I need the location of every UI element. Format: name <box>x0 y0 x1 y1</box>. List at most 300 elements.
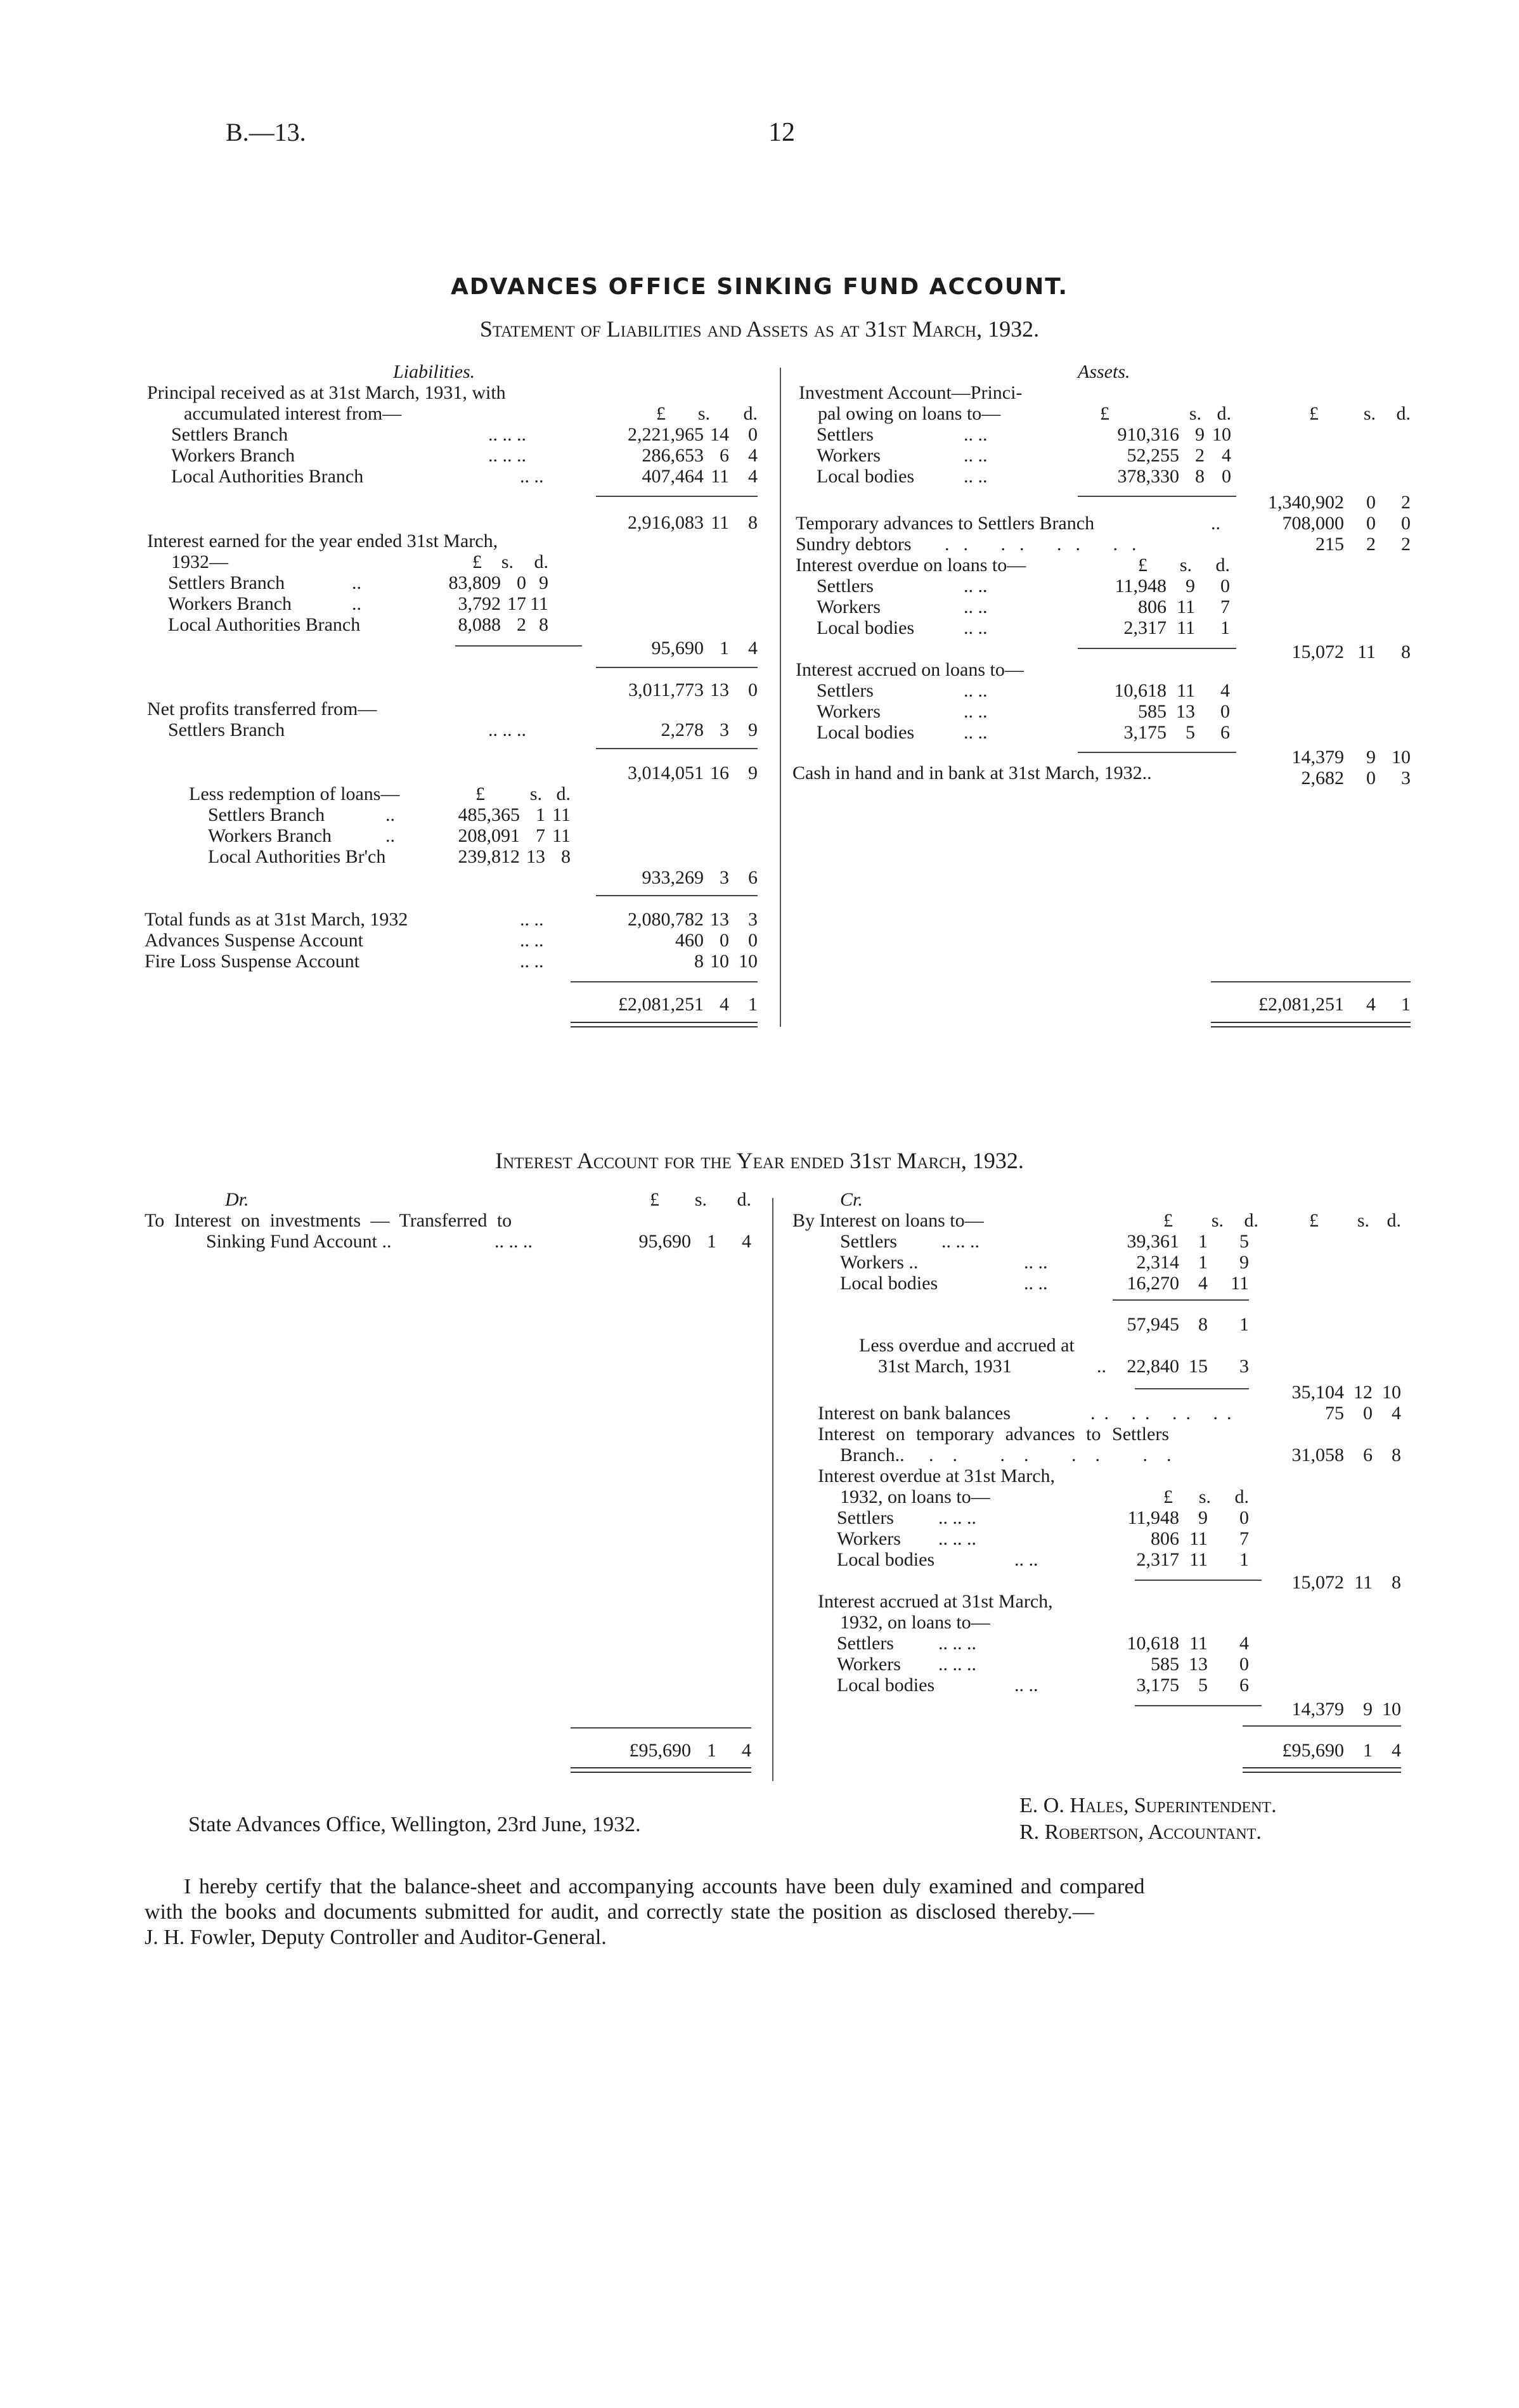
leader-dots: .. .. .. .. <box>1090 1403 1241 1424</box>
pounds-value: £2,081,251 <box>1258 994 1344 1015</box>
shillings-value: 1 <box>707 1231 716 1252</box>
pence-value: 1 <box>1220 617 1230 638</box>
row-label: Settlers <box>837 1507 894 1528</box>
pence-value: 0 <box>1401 513 1411 534</box>
pounds-value: 3,792 <box>458 593 501 614</box>
pounds-value: 2,682 <box>1301 768 1344 789</box>
pence-value: 9 <box>1239 1252 1249 1273</box>
leader-dots: .. .. <box>520 930 544 951</box>
leader-dots: .. .. <box>964 680 988 701</box>
pence-value: 11 <box>530 593 548 614</box>
row-label: Settlers <box>840 1231 897 1252</box>
pounds-value: 2,080,782 <box>628 909 704 930</box>
leader-dots: .. .. .. <box>938 1528 976 1549</box>
leader-dots: .. .. <box>1024 1273 1048 1294</box>
shillings-value: 8 <box>1195 466 1205 487</box>
row-label: Interest on bank balances <box>818 1403 1011 1424</box>
leader-dots: .. <box>352 572 361 593</box>
pounds-value: £95,690 <box>1282 1740 1344 1761</box>
leader-dots: .. .. <box>964 466 988 487</box>
pound-header: £ <box>650 1189 659 1210</box>
pounds-value: 1,340,902 <box>1268 492 1344 513</box>
shilling-header: s. <box>529 783 542 804</box>
shillings-value: 6 <box>1363 1445 1373 1465</box>
interest-earned-label: Interest earned for the year ended 31st March, <box>147 531 498 551</box>
double-rule <box>1243 1767 1401 1773</box>
row-label: Workers Branch <box>171 445 295 466</box>
pounds-value: 11,948 <box>1127 1507 1179 1528</box>
pounds-value: 910,316 <box>1117 424 1179 445</box>
subtotal-rule <box>1113 1299 1249 1301</box>
pence-value: 6 <box>748 867 758 888</box>
pounds-value: 3,014,051 <box>628 763 704 783</box>
office-date-line: State Advances Office, Wellington, 23rd June, 1932. <box>188 1813 641 1836</box>
leader-dots: .. .. .. .. <box>929 1445 1191 1465</box>
pence-value: 11 <box>552 825 571 846</box>
leader-dots: .. .. <box>964 596 988 617</box>
pence-value: 10 <box>1382 1382 1401 1403</box>
pounds-value: 2,317 <box>1123 617 1167 638</box>
leader-dots: .. .. <box>964 576 988 596</box>
leader-dots: .. .. <box>964 722 988 743</box>
shillings-value: 11 <box>1177 596 1195 617</box>
subtotal-rule <box>1078 752 1236 753</box>
credit-heading: Cr. <box>840 1189 863 1210</box>
certificate-line-3: J. H. Fowler, Deputy Controller and Auditor-General. <box>145 1926 607 1949</box>
pounds-value: 460 <box>675 930 704 951</box>
pounds-value: 485,365 <box>458 804 520 825</box>
pence-header: d. <box>1234 1486 1249 1507</box>
shillings-value: 0 <box>517 572 526 593</box>
row-label: Workers <box>817 445 881 466</box>
subtotal-rule <box>596 667 758 668</box>
shillings-value: 9 <box>1366 747 1376 768</box>
shillings-value: 2 <box>1195 445 1205 466</box>
row-label: Settlers Branch <box>168 572 285 593</box>
debit-item-label: To Interest on investments — Transferred to <box>145 1210 512 1231</box>
sinking-fund-subtitle: Statement of Liabilities and Assets as at 31st March, 1932. <box>479 316 1040 342</box>
column-divider <box>780 368 781 1027</box>
row-label: Local Authorities Branch <box>171 466 364 487</box>
shillings-value: 11 <box>1189 1528 1208 1549</box>
pence-value: 0 <box>1239 1654 1249 1675</box>
pence-value: 10 <box>739 951 758 972</box>
pence-header: d. <box>556 783 571 804</box>
signature-superintendent: E. O. Hales, Superintendent. <box>1019 1794 1277 1817</box>
leader-dots: .. .. <box>520 909 544 930</box>
pounds-value: 2,314 <box>1136 1252 1179 1273</box>
pounds-value: 585 <box>1138 701 1167 722</box>
pence-header: d. <box>1244 1210 1258 1231</box>
row-label: Settlers <box>817 424 874 445</box>
shilling-header: s. <box>1189 403 1201 424</box>
shillings-value: 5 <box>1186 722 1195 743</box>
debit-heading: Dr. <box>225 1189 249 1210</box>
page-reference: B.—13. <box>226 118 306 146</box>
pence-value: 4 <box>742 1231 751 1252</box>
row-label: Workers Branch <box>208 825 332 846</box>
leader-dots: .. .. .. <box>938 1654 976 1675</box>
row-label: Local bodies <box>817 722 915 743</box>
pence-header: d. <box>1386 1210 1401 1231</box>
subtotal-rule <box>455 645 582 647</box>
shillings-value: 11 <box>1354 1572 1373 1593</box>
pence-value: 10 <box>1392 747 1411 768</box>
pounds-value: 407,464 <box>642 466 704 487</box>
pounds-value: 95,690 <box>638 1231 691 1252</box>
pound-header: £ <box>472 551 482 572</box>
pounds-value: 8 <box>694 951 704 972</box>
shillings-value: 9 <box>1363 1699 1373 1720</box>
shillings-value: 10 <box>710 951 729 972</box>
shillings-value: 0 <box>1366 768 1376 789</box>
pence-value: 4 <box>748 445 758 466</box>
interest-accrued-label: Interest accrued on loans to— <box>796 659 1024 680</box>
pence-header: d. <box>534 551 548 572</box>
pence-value: 4 <box>1392 1403 1401 1424</box>
row-label: Local bodies <box>837 1549 935 1570</box>
shillings-value: 5 <box>1198 1675 1208 1696</box>
leader-dots: .. .. <box>964 701 988 722</box>
shillings-value: 0 <box>720 930 729 951</box>
pounds-value: £2,081,251 <box>618 994 704 1015</box>
shillings-value: 1 <box>720 638 729 659</box>
pounds-value: 2,916,083 <box>628 512 704 533</box>
shillings-value: 13 <box>526 846 545 867</box>
double-rule <box>1211 1022 1411 1027</box>
shillings-value: 7 <box>536 825 545 846</box>
shillings-value: 1 <box>1198 1252 1208 1273</box>
pounds-value: 10,618 <box>1127 1633 1179 1654</box>
leader-dots: .. .. .. <box>494 1231 533 1252</box>
pence-value: 4 <box>1222 445 1231 466</box>
pounds-value: 215 <box>1315 534 1344 555</box>
shillings-value: 13 <box>710 909 729 930</box>
pence-value: 8 <box>539 614 548 635</box>
sinking-fund-title: ADVANCES OFFICE SINKING FUND ACCOUNT. <box>450 274 1069 300</box>
leader-dots: .. .. .. <box>488 445 526 466</box>
leader-dots: .. <box>1211 513 1220 534</box>
pence-value: 9 <box>539 572 548 593</box>
pence-value: 0 <box>748 424 758 445</box>
pound-header: £ <box>656 403 666 424</box>
pound-header: £ <box>1309 403 1319 424</box>
shilling-header: s. <box>1363 403 1376 424</box>
pence-header: d. <box>1217 403 1231 424</box>
column-divider <box>772 1198 773 1781</box>
shillings-value: 16 <box>710 763 729 783</box>
pounds-value: 39,361 <box>1127 1231 1179 1252</box>
row-label: Workers <box>837 1528 901 1549</box>
pence-value: 11 <box>552 804 571 825</box>
total-rule <box>571 1727 751 1729</box>
shilling-header: s. <box>697 403 710 424</box>
pence-value: 3 <box>748 909 758 930</box>
pence-value: 4 <box>1239 1633 1249 1654</box>
subtotal-rule <box>1135 1388 1249 1389</box>
shillings-value: 2 <box>1366 534 1376 555</box>
subtotal-rule <box>596 496 758 497</box>
pence-header: d. <box>1215 555 1230 576</box>
row-label: Fire Loss Suspense Account <box>145 951 360 972</box>
pounds-value: 378,330 <box>1117 466 1179 487</box>
shillings-value: 4 <box>720 994 729 1015</box>
shillings-value: 1 <box>1198 1231 1208 1252</box>
pounds-value: 31,058 <box>1291 1445 1344 1465</box>
principal-label-cont: accumulated interest from— <box>184 403 402 424</box>
row-label: Workers <box>817 596 881 617</box>
principal-label: Principal received as at 31st March, 1931, with <box>147 382 506 403</box>
leader-dots: .. .. <box>964 445 988 466</box>
pound-header: £ <box>475 783 485 804</box>
shillings-value: 3 <box>720 719 729 740</box>
shillings-value: 12 <box>1354 1382 1373 1403</box>
shillings-value: 0 <box>1366 492 1376 513</box>
pounds-value: 2,317 <box>1136 1549 1179 1570</box>
row-label: Workers <box>817 701 881 722</box>
row-label: Settlers Branch <box>171 424 288 445</box>
pence-value: 8 <box>1392 1572 1401 1593</box>
subtotal-rule <box>596 748 758 749</box>
leader-dots: .. .. .. <box>938 1507 976 1528</box>
pence-value: 0 <box>748 679 758 700</box>
shillings-value: 11 <box>1177 617 1195 638</box>
row-label: Cash in hand and in bank at 31st March, 1932.. <box>792 763 1152 783</box>
pounds-value: 14,379 <box>1291 1699 1344 1720</box>
shilling-header: s. <box>694 1189 707 1210</box>
shillings-value: 14 <box>710 424 729 445</box>
row-label: Local bodies <box>817 617 915 638</box>
pence-value: 1 <box>748 994 758 1015</box>
shillings-value: 11 <box>1189 1549 1208 1570</box>
pence-value: 5 <box>1239 1231 1249 1252</box>
net-profits-label: Net profits transferred from— <box>147 699 377 719</box>
pounds-value: 2,278 <box>661 719 704 740</box>
row-label: Local bodies <box>840 1273 938 1294</box>
pence-header: d. <box>1396 403 1411 424</box>
shilling-header: s. <box>1179 555 1192 576</box>
row-label: Sinking Fund Account .. <box>206 1231 392 1252</box>
shillings-value: 9 <box>1198 1507 1208 1528</box>
shillings-value: 17 <box>507 593 526 614</box>
row-label: Settlers <box>817 576 874 596</box>
shillings-value: 9 <box>1195 424 1205 445</box>
pounds-value: 75 <box>1325 1403 1344 1424</box>
leader-dots: .. <box>385 825 395 846</box>
pounds-value: 95,690 <box>651 638 704 659</box>
pence-value: 4 <box>1392 1740 1401 1761</box>
shillings-value: 13 <box>1176 701 1195 722</box>
pence-value: 8 <box>561 846 571 867</box>
row-label: Workers Branch <box>168 593 292 614</box>
row-label: Settlers <box>837 1633 894 1654</box>
pence-value: 8 <box>1392 1445 1401 1465</box>
interest-overdue-label: Interest overdue on loans to— <box>796 555 1026 576</box>
shillings-value: 2 <box>517 614 526 635</box>
leader-dots: .. .. <box>520 951 544 972</box>
leader-dots: .. .. <box>1014 1549 1038 1570</box>
leader-dots: .. .. .. <box>488 424 526 445</box>
pence-value: 1 <box>1239 1314 1249 1335</box>
less-redemption-label: Less redemption of loans— <box>189 783 400 804</box>
shillings-value: 6 <box>720 445 729 466</box>
pounds-value: 3,011,773 <box>628 679 704 700</box>
pound-header: £ <box>1163 1486 1173 1507</box>
shillings-value: 13 <box>710 679 729 700</box>
pounds-value: 15,072 <box>1291 641 1344 662</box>
subtotal-rule <box>1078 648 1236 649</box>
page-number: 12 <box>768 118 795 147</box>
pounds-value: 57,945 <box>1127 1314 1179 1335</box>
pounds-value: 3,175 <box>1123 722 1167 743</box>
pounds-value: 806 <box>1151 1528 1179 1549</box>
shillings-value: 0 <box>1366 513 1376 534</box>
less-overdue-label: Less overdue and accrued at <box>859 1335 1075 1356</box>
pence-value: 8 <box>748 512 758 533</box>
pounds-value: 708,000 <box>1282 513 1344 534</box>
row-label: Temporary advances to Settlers Branch <box>796 513 1095 534</box>
shilling-header: s. <box>1198 1486 1211 1507</box>
pounds-value: 933,269 <box>642 867 704 888</box>
subtotal-rule <box>1078 496 1236 497</box>
subtotal-rule <box>596 895 758 896</box>
pence-value: 9 <box>748 719 758 740</box>
leader-dots: .. .. .. <box>488 719 526 740</box>
leader-dots: .. <box>1097 1356 1106 1377</box>
row-label: Workers .. <box>840 1252 919 1273</box>
shilling-header: s. <box>1211 1210 1224 1231</box>
leader-dots: .. .. <box>1024 1252 1048 1273</box>
total-rule <box>1243 1725 1401 1727</box>
investment-label: Investment Account—Princi- <box>799 382 1023 403</box>
row-label: Settlers Branch <box>208 804 325 825</box>
pence-value: 0 <box>1220 701 1230 722</box>
interest-overdue-label: Interest overdue at 31st March, <box>818 1465 1056 1486</box>
pounds-value: £95,690 <box>629 1740 691 1761</box>
leader-dots: .. .. .. .. <box>945 534 1151 555</box>
pound-header: £ <box>1309 1210 1319 1231</box>
pounds-value: 15,072 <box>1291 1572 1344 1593</box>
shillings-value: 4 <box>1198 1273 1208 1294</box>
shillings-value: 11 <box>711 466 729 487</box>
signature-accountant: R. Robertson, Accountant. <box>1019 1820 1262 1844</box>
pounds-value: 10,618 <box>1114 680 1167 701</box>
pence-value: 0 <box>748 930 758 951</box>
pounds-value: 208,091 <box>458 825 520 846</box>
pence-value: 8 <box>1401 641 1411 662</box>
shillings-value: 11 <box>1189 1633 1208 1654</box>
shillings-value: 1 <box>707 1740 716 1761</box>
shillings-value: 13 <box>1189 1654 1208 1675</box>
double-rule <box>571 1022 758 1027</box>
pence-value: 0 <box>1239 1507 1249 1528</box>
row-label: Total funds as at 31st March, 1932 <box>145 909 408 930</box>
pence-value: 4 <box>742 1740 751 1761</box>
pence-value: 11 <box>1231 1273 1249 1294</box>
row-label: Workers <box>837 1654 901 1675</box>
shillings-value: 11 <box>1357 641 1376 662</box>
pounds-value: 14,379 <box>1291 747 1344 768</box>
pence-value: 3 <box>1401 768 1411 789</box>
shillings-value: 4 <box>1366 994 1376 1015</box>
pence-value: 4 <box>748 638 758 659</box>
pounds-value: 8,088 <box>458 614 501 635</box>
shillings-value: 11 <box>1177 680 1195 701</box>
leader-dots: .. .. .. <box>938 1633 976 1654</box>
pence-value: 9 <box>748 763 758 783</box>
leader-dots: .. .. <box>1014 1675 1038 1696</box>
row-label: Local bodies <box>817 466 915 487</box>
pounds-value: 806 <box>1138 596 1167 617</box>
shilling-header: s. <box>501 551 514 572</box>
shillings-value: 15 <box>1189 1356 1208 1377</box>
pence-value: 2 <box>1401 534 1411 555</box>
pounds-value: 286,653 <box>642 445 704 466</box>
pence-value: 4 <box>748 466 758 487</box>
pence-header: d. <box>743 403 758 424</box>
certificate-line-2: with the books and documents submitted for audit, and correctly state the position as disclosed thereby.— <box>145 1900 1094 1924</box>
row-label: Branch.. <box>840 1445 905 1465</box>
double-rule <box>571 1767 751 1773</box>
leader-dots: .. <box>352 593 361 614</box>
leader-dots: .. <box>385 804 395 825</box>
row-label: 31st March, 1931 <box>878 1356 1012 1377</box>
pence-value: 7 <box>1239 1528 1249 1549</box>
interest-account-title: Interest Account for the Year ended 31st March, 1932. <box>495 1148 1024 1173</box>
certificate-line-1: I hereby certify that the balance-sheet and accompanying accounts have been duly examined and compared <box>184 1875 1145 1898</box>
investment-label-cont: pal owing on loans to— <box>818 403 1001 424</box>
pence-value: 10 <box>1382 1699 1401 1720</box>
shillings-value: 1 <box>536 804 545 825</box>
pence-value: 7 <box>1220 596 1230 617</box>
pence-value: 6 <box>1220 722 1230 743</box>
pence-header: d. <box>737 1189 751 1210</box>
pounds-value: 239,812 <box>458 846 520 867</box>
leader-dots: .. .. <box>964 424 988 445</box>
row-label: Local Authorities Branch <box>168 614 361 635</box>
pence-value: 6 <box>1239 1675 1249 1696</box>
leader-dots: .. .. <box>520 466 544 487</box>
shillings-value: 9 <box>1186 576 1195 596</box>
pounds-value: 83,809 <box>448 572 501 593</box>
credit-item-label: By Interest on loans to— <box>792 1210 984 1231</box>
pence-value: 3 <box>1239 1356 1249 1377</box>
total-rule <box>1211 981 1411 982</box>
pence-value: 4 <box>1220 680 1230 701</box>
pounds-value: 16,270 <box>1127 1273 1179 1294</box>
pounds-value: 2,221,965 <box>628 424 704 445</box>
interest-earned-year: 1932— <box>171 551 228 572</box>
pound-header: £ <box>1100 403 1109 424</box>
interest-accrued-label-cont: 1932, on loans to— <box>840 1612 990 1633</box>
pence-value: 0 <box>1222 466 1231 487</box>
shillings-value: 1 <box>1363 1740 1373 1761</box>
liabilities-heading: Liabilities. <box>393 361 475 382</box>
row-label: Sundry debtors <box>796 534 912 555</box>
pounds-value: 35,104 <box>1291 1382 1344 1403</box>
pound-header: £ <box>1163 1210 1173 1231</box>
row-label: Local bodies <box>837 1675 935 1696</box>
shillings-value: 3 <box>720 867 729 888</box>
shilling-header: s. <box>1357 1210 1369 1231</box>
shillings-value: 8 <box>1198 1314 1208 1335</box>
pounds-value: 52,255 <box>1127 445 1179 466</box>
pounds-value: 585 <box>1151 1654 1179 1675</box>
row-label: Settlers <box>817 680 874 701</box>
row-label: Settlers Branch <box>168 719 285 740</box>
total-rule <box>571 981 758 982</box>
assets-heading: Assets. <box>1078 361 1130 382</box>
